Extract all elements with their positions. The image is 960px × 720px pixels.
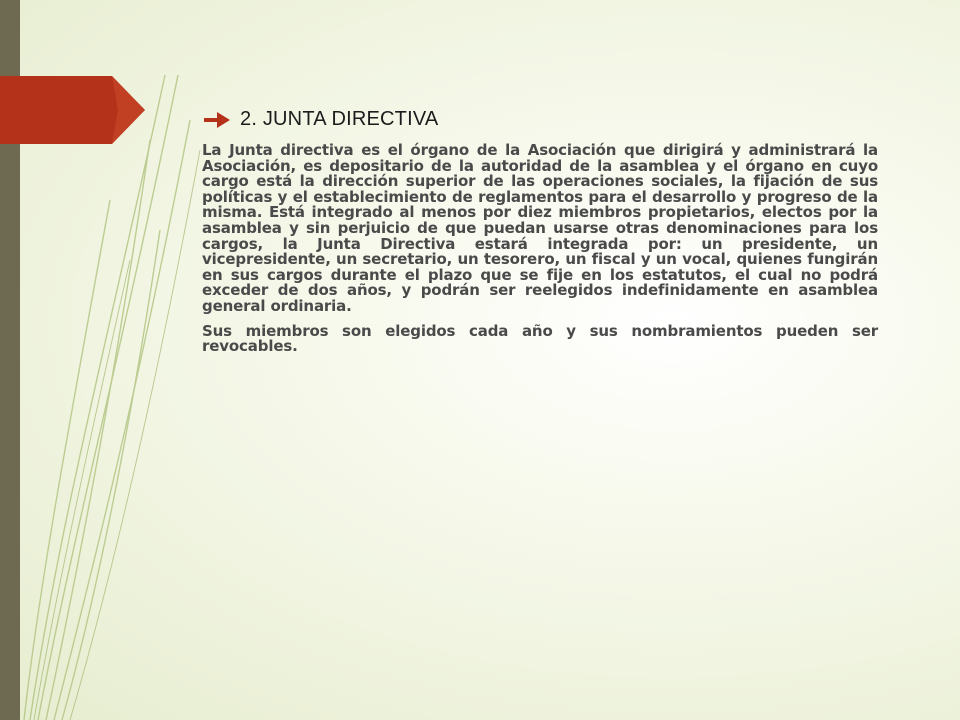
- heading-row: [202, 108, 878, 131]
- accent-tab: [0, 76, 145, 144]
- paragraph-definition: La Junta directiva es el órgano de la Asociación que dirigirá y administrará la Asociación, es depositario de la autoridad de la asamblea y el órgano en cuyo cargo está la dirección superior de las operaciones sociales, la fijación de sus políticas y el establecimiento de reglamentos para el desarrollo y progreso de la misma. Está integrado al menos por diez miembros propietarios, electos por la asamblea y sin perjuicio de que puedan usarse otras denominaciones para los cargos, la Junta Directiva estará integrada por: un presidente, un vicepresidente, un secretario, un tesorero, un fiscal y un vocal, quienes fungirán en sus cargos durante el plazo que se fije en los estatutos, el cual no podrá exceder de dos años, y podrán ser reelegidos indefinidamente en asamblea general ordinaria.: [202, 141, 878, 315]
- slide-content: [202, 108, 878, 364]
- arrow-right-icon: [204, 110, 230, 130]
- paragraph-members: Sus miembros son elegidos cada año y sus nombramientos pueden ser revocables.: [202, 321, 878, 356]
- slide-heading: 2. JUNTA DIRECTIVA: [240, 108, 439, 130]
